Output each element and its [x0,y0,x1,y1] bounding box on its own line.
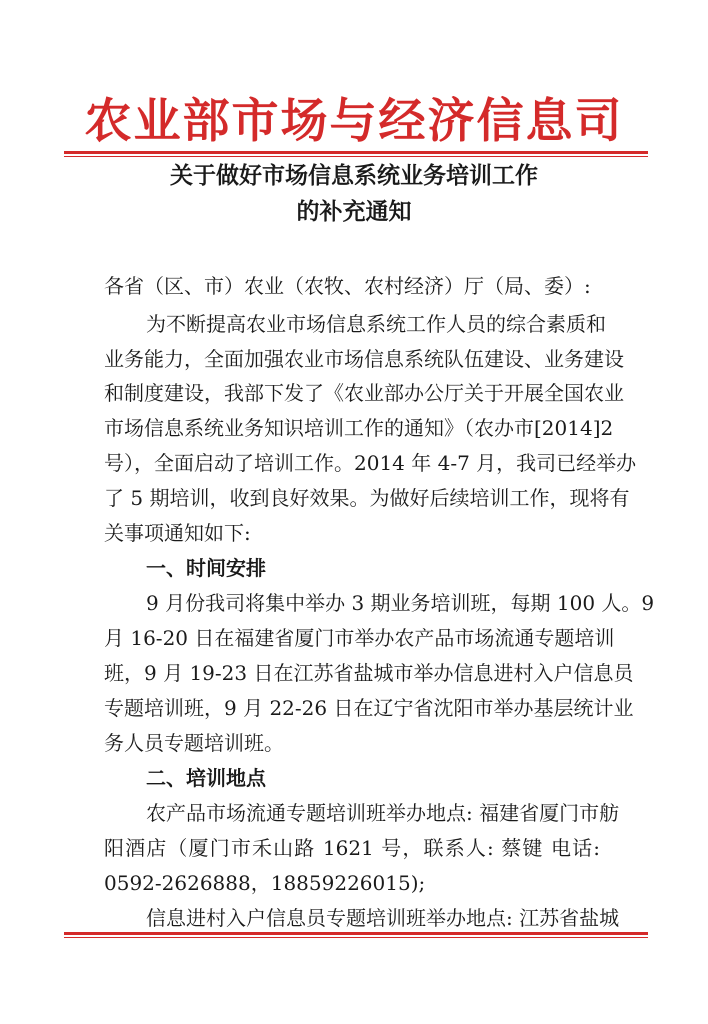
intro-line: 关事项通知如下: [104,521,251,545]
letterhead-agency-name: 农业部市场与经济信息司 [84,94,624,149]
location-line: 农产品市场流通专题培训班举办地点: 福建省厦门市舫 [146,801,620,825]
location-continued-line: 信息进村入户信息员专题培训班举办地点: 江苏省盐城 [146,906,620,930]
document-title-line-1: 关于做好市场信息系统业务培训工作 [170,162,538,189]
intro-line: 号），全面启动了培训工作。2014 年 4-7 月，我司已经举办 [104,451,637,475]
intro-line: 了 5 期培训，收到良好效果。为做好后续培训工作，现将有 [104,486,630,510]
schedule-line: 月 16-20 日在福建省厦门市举办农产品市场流通专题培训 [104,626,615,650]
letterhead-top-rule [64,151,648,157]
location-line: 阳酒店（厦门市禾山路 1621 号，联系人: 蔡键 电话: [104,836,600,860]
intro-line: 市场信息系统业务知识培训工作的通知》（农办市[2014]2 [104,416,614,440]
location-line: 0592-2626888，18859226015); [104,871,426,895]
schedule-line: 专题培训班，9 月 22-26 日在辽宁省沈阳市举办基层统计业 [104,696,634,720]
schedule-line: 9 月份我司将集中举办 3 期业务培训班，每期 100 人。9 [146,591,655,615]
page-bottom-rule [64,932,648,938]
intro-line: 为不断提高农业市场信息系统工作人员的综合素质和 [146,312,606,336]
section-heading-location: 二、培训地点 [146,766,266,790]
intro-line: 业务能力，全面加强农业市场信息系统队伍建设、业务建设 [104,347,624,371]
salutation: 各省（区、市）农业（农牧、农村经济）厅（局、委）: [104,274,591,298]
schedule-line: 班，9 月 19-23 日在江苏省盐城市举办信息进村入户信息员 [104,661,634,685]
section-heading-schedule: 一、时间安排 [146,556,266,580]
schedule-line: 务人员专题培训班。 [104,731,284,755]
intro-line: 和制度建设，我部下发了《农业部办公厅关于开展全国农业 [104,381,624,405]
document-title-line-2: 的补充通知 [296,198,412,225]
